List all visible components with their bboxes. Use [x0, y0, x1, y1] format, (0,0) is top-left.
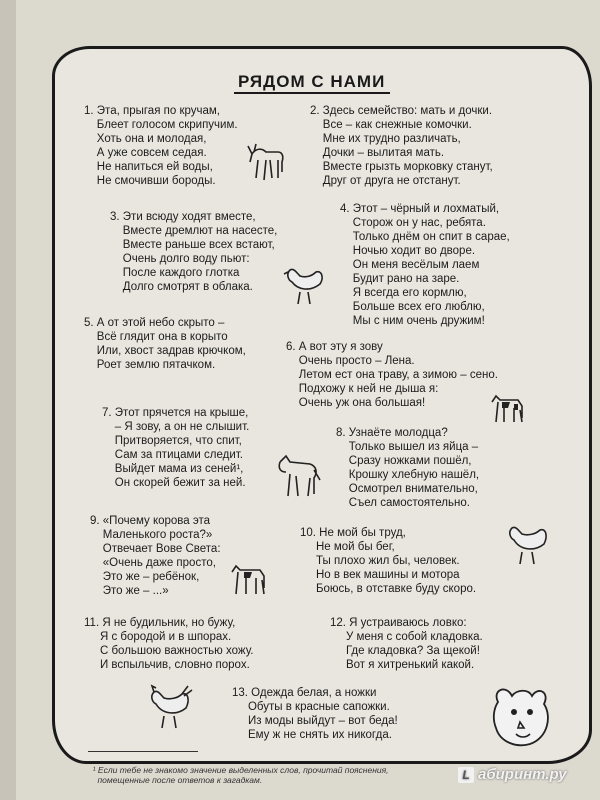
riddle-8 [336, 426, 479, 510]
watermark [458, 766, 567, 783]
riddle-7 [102, 406, 249, 490]
riddle-line: Блеет голосом скрипучим. [84, 119, 238, 131]
riddle-line: Не мой бы бег, [300, 541, 395, 553]
riddle-12 [330, 616, 483, 672]
riddle-line: Из моды выйдут – вот беда! [232, 715, 398, 727]
riddle-line: Где кладовка? За щекой! [330, 645, 480, 657]
riddle-line: 10. Не мой бы труд, [300, 527, 406, 539]
riddle-line: Только днём он спит в сарае, [340, 231, 510, 243]
calf-illustration [486, 388, 528, 428]
hamster-illustration [486, 682, 556, 754]
riddle-line: Летом ест она траву, а зимою – сено. [286, 369, 498, 381]
riddle-line: Выйдет мама из сеней¹, [102, 463, 244, 475]
riddle-line: Вот я хитренький какой. [330, 659, 475, 671]
chicken-illustration [280, 262, 328, 308]
riddle-2 [310, 104, 493, 188]
riddle-line: «Очень даже просто, [90, 557, 216, 569]
riddle-line: Дочки – вылитая мать. [310, 147, 445, 159]
riddle-line: Но в век машины и мотора [300, 569, 460, 581]
riddle-line: Долго смотрят в облака. [110, 281, 253, 293]
riddle-line: Друг от друга не отстанут. [310, 175, 461, 187]
title-underline [234, 92, 390, 94]
riddle-line: После каждого глотка [110, 267, 240, 279]
hen-illustration [500, 520, 552, 570]
riddle-6 [286, 340, 498, 410]
riddle-line: У меня с собой кладовка. [330, 631, 483, 643]
riddle-line: Отвечает Вове Света: [90, 543, 221, 555]
riddle-line: Это же – ребёнок, [90, 571, 200, 583]
riddle-line: Ему ж не снять их никогда. [232, 729, 392, 741]
riddle-line: Это же – ...» [90, 585, 169, 597]
riddle-10 [300, 526, 476, 596]
riddle-11 [84, 616, 254, 672]
riddle-line: Роет землю пятачком. [84, 359, 216, 371]
riddle-line: И вспыльчив, словно порох. [84, 659, 250, 671]
riddle-line: Маленького роста?» [90, 529, 213, 541]
riddle-line: Обуты в красные сапожки. [232, 701, 390, 713]
footnote-rule [88, 751, 198, 752]
watermark-text: абиринт.ру [478, 766, 567, 783]
riddle-1 [84, 104, 238, 188]
riddle-line: 5. А от этой небо скрыто – [84, 317, 225, 329]
riddle-line: Я с бородой и в шпорах. [84, 631, 232, 643]
riddle-line: Больше всех его люблю, [340, 301, 485, 313]
riddle-line: Сам за птицами следит. [102, 449, 243, 461]
riddle-line: 1. Эта, прыгая по кручам, [84, 105, 220, 117]
riddle-3 [110, 210, 277, 294]
riddle-line: Не напиться ей воды, [84, 161, 213, 173]
riddle-line: Очень просто – Лена. [286, 355, 415, 367]
riddle-line: 11. Я не будильник, но бужу, [84, 617, 236, 629]
riddle-4 [340, 202, 510, 328]
riddle-line: Очень уж она большая! [286, 397, 426, 409]
riddle-line: Мне их трудно различать, [310, 133, 461, 145]
rooster-illustration [140, 682, 196, 734]
riddle-line: Притворяется, что спит, [102, 435, 242, 447]
riddle-line: Очень долго воду пьют: [110, 253, 250, 265]
riddle-line: С большою важностью хожу. [84, 645, 254, 657]
calf-small-illustration [226, 560, 272, 600]
riddle-line: Все – как снежные комочки. [310, 119, 472, 131]
footnote-line: помещенные после ответов к загадкам. [92, 775, 263, 785]
riddle-line: Всё глядит она в корыто [84, 331, 228, 343]
riddle-line: Будит рано на заре. [340, 273, 460, 285]
riddle-9 [90, 514, 221, 598]
riddle-line: Сразу ножками пошёл, [336, 455, 472, 467]
riddle-13 [232, 686, 398, 742]
riddle-line: Я всегда его кормлю, [340, 287, 467, 299]
riddle-line: Он скорей бежит за ней. [102, 477, 246, 489]
riddle-line: 6. А вот эту я зову [286, 341, 383, 353]
riddle-line: Вместе грызть морковку станут, [310, 161, 493, 173]
riddle-5 [84, 316, 246, 372]
riddle-line: 2. Здесь семейство: мать и дочки. [310, 105, 493, 117]
riddle-line: Боюсь, в отставке буду скоро. [300, 583, 477, 595]
riddle-line: Только вышел из яйца – [336, 441, 479, 453]
riddle-line: Он меня весёлым лаем [340, 259, 480, 271]
riddle-line: 3. Эти всюду ходят вместе, [110, 211, 256, 223]
riddle-line: Не смочивши бороды. [84, 175, 216, 187]
riddle-line: 9. «Почему корова эта [90, 515, 211, 527]
horse-illustration [270, 450, 324, 502]
riddle-line: Мы с ним очень дружим! [340, 315, 485, 327]
riddle-line: Вместе раньше всех встают, [110, 239, 275, 251]
footnote [88, 755, 508, 785]
footnote-line: ¹ Если тебе не знакомо значение выделенных слов, прочитай пояснения, [92, 765, 389, 775]
riddle-line: Сторож он у нас, ребята. [340, 217, 486, 229]
goat-illustration [244, 138, 288, 188]
riddle-line: Или, хвост задрав крючком, [84, 345, 246, 357]
riddle-line: Крошку хлебную нашёл, [336, 469, 480, 481]
riddle-line: Хоть она и молодая, [84, 133, 207, 145]
riddle-line: – Я зову, а он не слышит. [102, 421, 250, 433]
riddle-line: 7. Этот прячется на крыше, [102, 407, 249, 419]
riddle-line: 12. Я устраиваюсь ловко: [330, 617, 467, 629]
riddle-line: Подхожу к ней не дыша я: [286, 383, 439, 395]
riddle-line: 8. Узнаёте молодца? [336, 427, 448, 439]
watermark-badge: L [458, 767, 474, 783]
riddle-line: Осмотрел внимательно, [336, 483, 478, 495]
riddle-line: Съел самостоятельно. [336, 497, 470, 509]
riddle-line: 13. Одежда белая, а ножки [232, 687, 377, 699]
riddle-line: А уже совсем седая. [84, 147, 207, 159]
riddle-line: Ночью ходит во дворе. [340, 245, 476, 257]
riddle-line: 4. Этот – чёрный и лохматый, [340, 203, 500, 215]
page-title: РЯДОМ С НАМИ [238, 72, 386, 91]
riddle-line: Ты плохо жил бы, человек. [300, 555, 460, 567]
riddle-line: Вместе дремлют на насесте, [110, 225, 278, 237]
